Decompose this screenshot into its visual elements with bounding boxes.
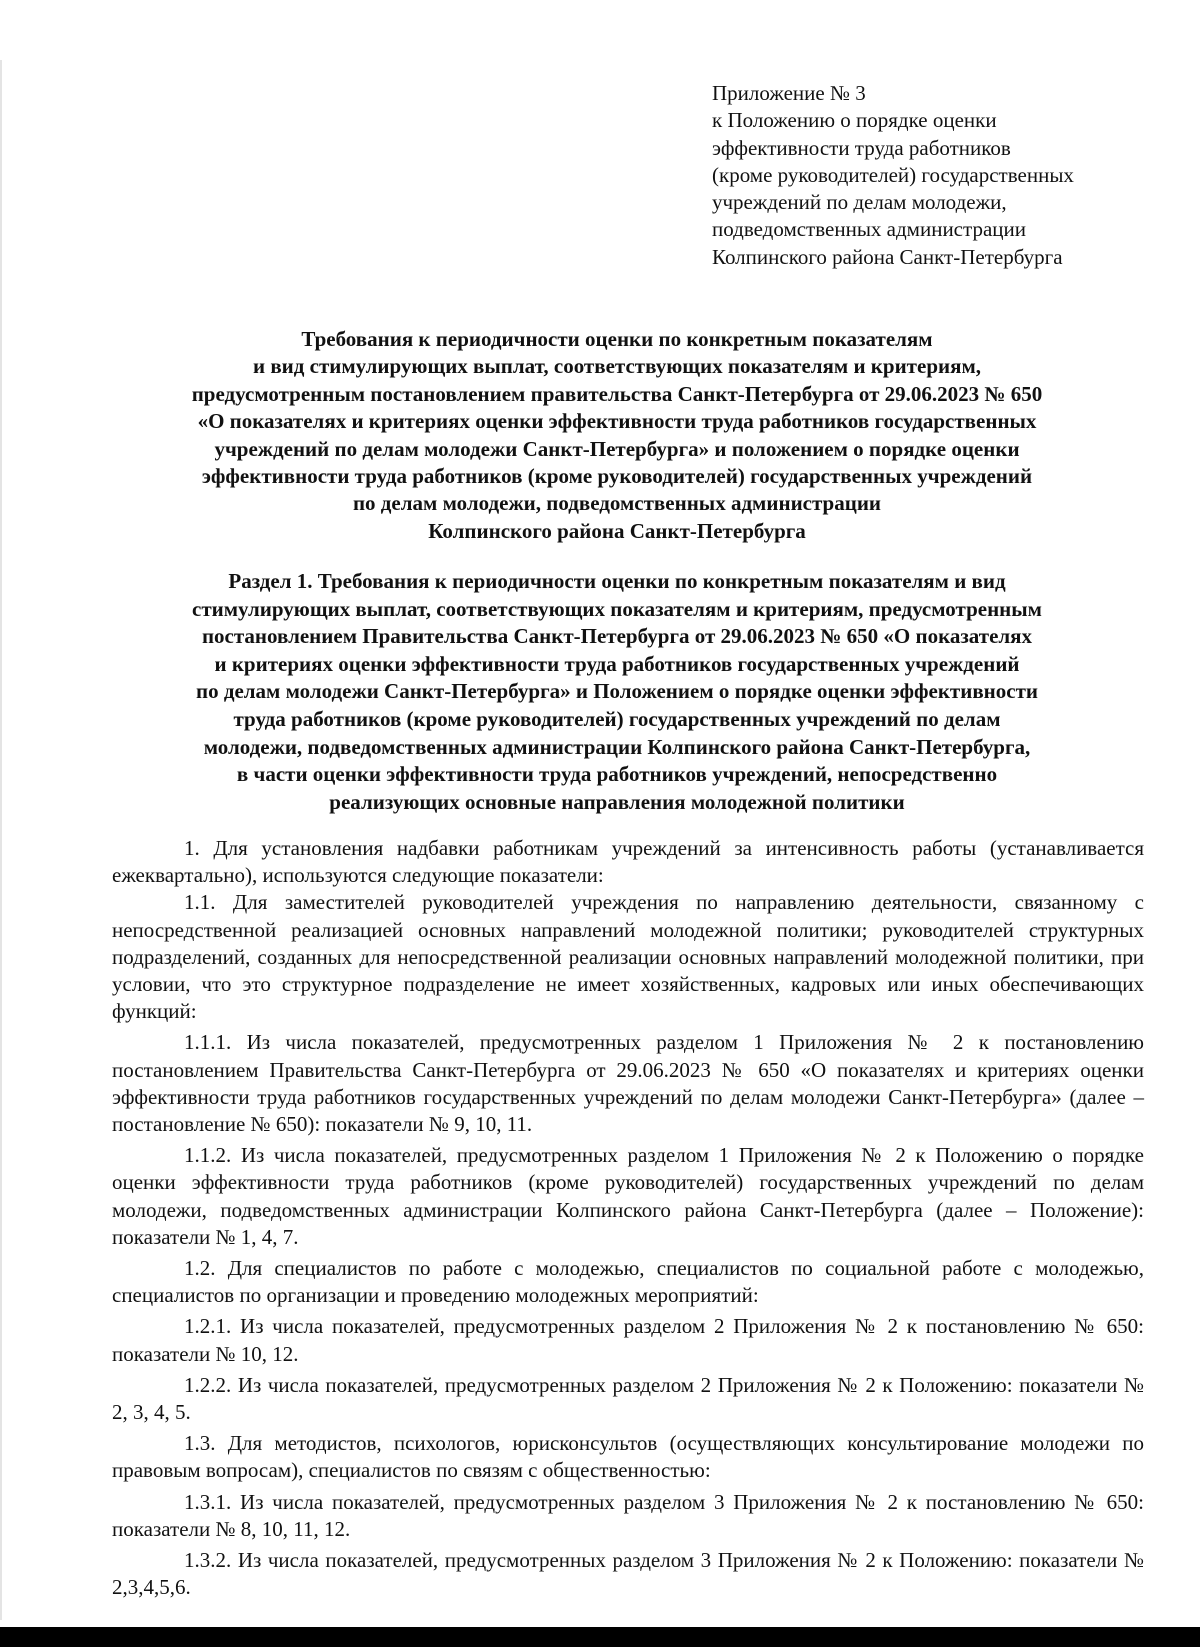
document-body [112,835,1144,1601]
title-line: и вид стимулирующих выплат, соответствующих показателям и критериям, [252,354,982,379]
section-line: Раздел 1. Требования к периодичности оценки по конкретным показателям и вид [228,569,1006,593]
section-line: постановлением Правительства Санкт-Петербурга от 29.06.2023 № 650 «О показателях [201,624,1033,649]
section-line: молодежи, подведомственных администрации Колпинского района Санкт-Петербурга, [203,734,1031,759]
title-line: «О показателях и критериях оценки эффективности труда работников государственных [197,409,1037,434]
appendix-line: к Положению о порядке оценки [712,108,997,133]
paragraph-1-1-2: 1.1.2. Из числа показателей, предусмотренных разделом 1 Приложения № 2 к Положению о порядке оценки эффективности труда работников (кроме руководителей) государственных учреждений по делам молодежи, подведомственных администрации Колпинского района Санкт-Петербурга (далее – Положение): показатели № 1, 4, 7. [112,1143,1144,1249]
scan-border-bottom [0,1627,1200,1647]
appendix-line: учреждений по делам молодежи, [712,190,1007,215]
title-line: Требования к периодичности оценки по конкретным показателям [301,327,933,351]
appendix-header [712,80,1152,271]
appendix-line: (кроме руководителей) государственных [712,162,1074,187]
section-line: реализующих основные направления молодежной политики [329,789,905,814]
paragraph-1-2-1: 1.2.1. Из числа показателей, предусмотренных разделом 2 Приложения № 2 к постановлению № 650: показатели № 10, 12. [112,1314,1144,1366]
appendix-line: Приложение № 3 [712,81,866,105]
paragraph-1-3-1: 1.3.1. Из числа показателей, предусмотренных разделом 3 Приложения № 2 к постановлению № 650: показатели № 8, 10, 11, 12. [112,1489,1144,1541]
title-line: Колпинского района Санкт-Петербурга [428,518,806,543]
section-heading [112,568,1122,816]
paragraph-1-3-2: 1.3.2. Из числа показателей, предусмотренных разделом 3 Приложения № 2 к Положению: показатели № 2,3,4,5,6. [112,1548,1144,1600]
scan-edge [0,60,2,1620]
section-line: и критериях оценки эффективности труда работников государственных учреждений [214,651,1020,676]
section-line: в части оценки эффективности труда работников учреждений, непосредственно [236,762,998,787]
paragraph-1: 1. Для установления надбавки работникам учреждений за интенсивность работы (устанавливается ежеквартально), используются следующие показатели: [112,836,1144,888]
paragraph-1-1-1: 1.1.1. Из числа показателей, предусмотренных разделом 1 Приложения № 2 к постановлению постановлением Правительства Санкт-Петербурга от 29.06.2023 № 650 «О показателях и критериях оценки эффективности труда работников государственных учреждений по делам молодежи Санкт-Петербурга» (далее – постановление № 650): показатели № 9, 10, 11. [112,1030,1144,1137]
document-title [112,326,1122,545]
section-line: стимулирующих выплат, соответствующих показателям и критериям, предусмотренным [192,596,1042,621]
title-line: по делам молодежи, подведомственных администрации [352,491,882,516]
appendix-line: эффективности труда работников [712,135,1011,160]
paragraph-1-2-2: 1.2.2. Из числа показателей, предусмотренных разделом 2 Приложения № 2 к Положению: показатели № 2, 3, 4, 5. [112,1372,1144,1425]
title-line: предусмотренным постановлением правительства Санкт-Петербурга от 29.06.2023 № 650 [191,381,1043,406]
appendix-line: Колпинского района Санкт-Петербурга [712,244,1063,269]
paragraph-1-3: 1.3. Для методистов, психологов, юрисконсультов (осуществляющих консультирование молодежи по правовым вопросам), специалистов по связям с общественностью: [112,1431,1144,1483]
title-line: учреждений по делам молодежи Санкт-Петербурга» и положением о порядке оценки [214,436,1020,461]
paragraph-1-2: 1.2. Для специалистов по работе с молодежью, специалистов по социальной работе с молодежью, специалистов по организации и проведению молодежных мероприятий: [112,1256,1144,1308]
section-line: труда работников (кроме руководителей) государственных учреждений по делам [233,706,1001,731]
paragraph-1-1: 1.1. Для заместителей руководителей учреждения по направлению деятельности, связанному с непосредственной реализацией основных направлений молодежной политики; руководителей структурных подразделений, созданных для непосредственной реализации основных направлений молодежной политики, при условии, что это структурное подразделение не имеет хозяйственных, кадровых или иных обеспечивающих функций: [112,890,1144,1024]
appendix-line: подведомственных администрации [712,217,1026,242]
section-line: по делам молодежи Санкт-Петербурга» и Положением о порядке оценки эффективности [195,679,1039,704]
title-line: эффективности труда работников (кроме руководителей) государственных учреждений [201,464,1033,489]
